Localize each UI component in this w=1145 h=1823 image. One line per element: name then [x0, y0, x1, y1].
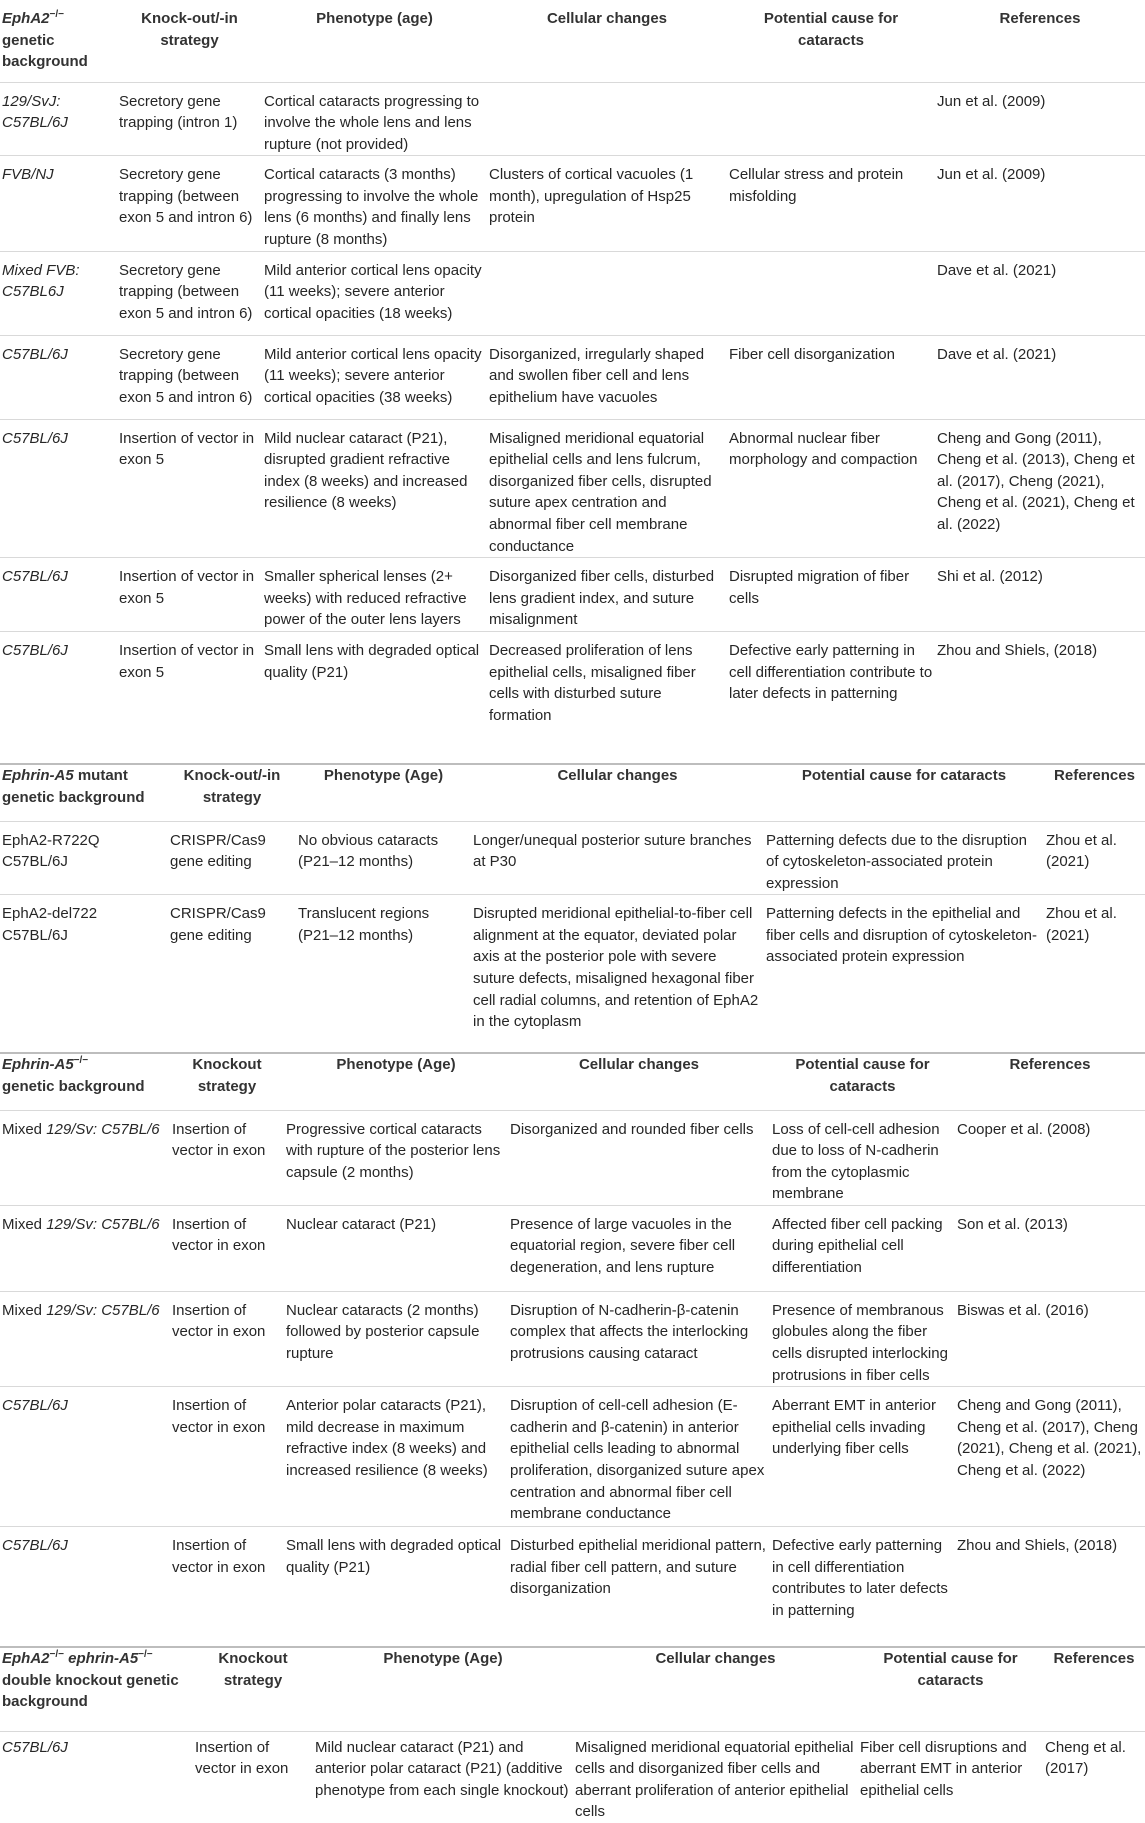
strain-name: C57BL/6J: [2, 1738, 68, 1756]
table-row: [0, 1731, 1145, 1823]
references-cell: Son et al. (2013): [957, 1215, 1068, 1233]
potential-cause-cell: Cellular stress and protein misfolding: [729, 166, 904, 205]
column-header-phenotype: Phenotype (age): [316, 10, 433, 27]
genetic-background-cell: [0, 1527, 170, 1622]
phenotype-cell: Translucent regions (P21–12 months): [298, 905, 430, 944]
section-divider: [0, 763, 1145, 765]
potential-cause-cell: Patterning defects in the epithelial and fiber cells and disruption of cytoskeleton-associated protein expression: [766, 905, 1037, 966]
cellular-changes-cell: [487, 251, 727, 335]
potential-cause-cell: Fiber cell disruptions and aberrant EMT in anterior epithelial cells: [860, 1738, 1027, 1799]
column-header-strategy: Knock-out/-in strategy: [141, 10, 238, 49]
genetic-background-cell: [0, 335, 117, 419]
table-row: [0, 632, 1145, 727]
strategy-cell: Secretory gene trapping (between exon 5 and intron 6): [119, 261, 253, 322]
cellular-changes-cell: Misaligned meridional equatorial epithelial cells and lens fulcrum, disorganized fiber cells, disrupted suture apex centration and abnormal fiber cell membrane conductance: [489, 429, 712, 555]
potential-cause-cell: Defective early patterning in cell differentiation contribute to later defects in patterning: [729, 642, 933, 703]
column-header-strategy: Knockout strategy: [218, 1650, 288, 1689]
cellular-changes-cell: Decreased proliferation of lens epithelial cells, misaligned fiber cells with disturbed suture formation: [489, 642, 696, 724]
cellular-changes-cell: Clusters of cortical vacuoles (1 month), upregulation of Hsp25 protein: [489, 166, 694, 227]
strategy-cell: CRISPR/Cas9 gene editing: [170, 905, 266, 944]
strain-name: C57BL/6J: [2, 568, 68, 586]
table-row: [0, 895, 1145, 1033]
potential-cause-cell: Loss of cell-cell adhesion due to loss of N-cadherin from the cytoplasmic membrane: [772, 1120, 940, 1203]
table-row: [0, 1205, 1145, 1291]
table-row: [0, 1110, 1145, 1205]
cellular-changes-cell: [487, 82, 727, 156]
strain-name: C57BL/6J: [2, 429, 68, 447]
phenotype-cell: Small lens with degraded optical quality (P21): [264, 642, 480, 681]
phenotype-cell: Progressive cortical cataracts with rupture of the posterior lens capsule (2 months): [286, 1120, 501, 1181]
potential-cause-cell: [727, 251, 935, 335]
strategy-cell: Insertion of vector in exon: [172, 1120, 266, 1160]
table-row: [0, 558, 1145, 632]
column-header-cellular-changes: Cellular changes: [578, 1056, 700, 1073]
phenotype-cell: Smaller spherical lenses (2+ weeks) with reduced refractive power of the outer lens layers: [264, 568, 467, 629]
strain-name: Mixed FVB: C57BL6J: [2, 261, 80, 301]
strain-name: EphA2-del722 C57BL/6J: [2, 905, 98, 944]
header-suffix: genetic background: [2, 1077, 145, 1095]
potential-cause-cell: Affected fiber cell packing during epithelial cell differentiation: [772, 1215, 943, 1277]
potential-cause-cell: Aberrant EMT in anterior epithelial cells invading underlying fiber cells: [772, 1397, 936, 1458]
cellular-changes-cell: Disruption of cell-cell adhesion (E-cadherin and β-catenin) in anterior epithelial cells leading to abnormal proliferation, disorganized suture apex centration and abnormal fiber cell membrane conductance: [510, 1397, 765, 1523]
section-divider: [0, 1646, 1145, 1648]
background-prefix: Mixed: [2, 1215, 47, 1233]
references-cell: Cheng and Gong (2011), Cheng et al. (2017), Cheng (2021), Cheng et al. (2021), Cheng et al. (2022): [957, 1397, 1142, 1480]
genetic-background-cell: [0, 558, 117, 632]
column-header-cellular-changes: Cellular changes: [546, 10, 668, 27]
section-divider: [0, 1052, 1145, 1054]
gene-name-2: ephrin-A5: [68, 1650, 139, 1667]
header-suffix: mutant genetic background: [2, 767, 145, 806]
phenotype-cell: Anterior polar cataracts (P21), mild decrease in maximum refractive index (8 weeks) and increased resilience (8 weeks): [286, 1397, 488, 1480]
gene-name: EphA2: [2, 10, 50, 27]
strategy-cell: Insertion of vector in exon: [172, 1301, 266, 1341]
background-prefix: Mixed: [2, 1301, 47, 1319]
table-header-row: [0, 765, 1145, 821]
strategy-cell: Insertion of vector in exon: [172, 1215, 266, 1255]
strain-name: 129/Sv: C57BL/6: [46, 1120, 160, 1138]
genetic-background-cell: [0, 821, 168, 895]
strain-name: C57BL/6J: [2, 345, 68, 363]
table-row: [0, 1291, 1145, 1386]
gene-name: Ephrin-A5: [2, 767, 74, 784]
table-row: [0, 335, 1145, 419]
column-header-strategy: Knock-out/-in strategy: [183, 767, 281, 806]
strain-name: 129/Sv: C57BL/6: [46, 1301, 160, 1319]
cellular-changes-cell: Disruption of N-cadherin-β-catenin complex that affects the interlocking protrusions causing cataract: [510, 1301, 749, 1363]
genetic-background-cell: [0, 82, 117, 156]
potential-cause-cell: Defective early patterning in cell differentiation contributes to later defects in patterning: [772, 1537, 948, 1620]
genotype-superscript: −/−: [73, 1055, 89, 1066]
potential-cause-cell: Presence of membranous globules along the fiber cells disrupted interlocking protrusions in fiber cells: [772, 1301, 948, 1384]
table-row: [0, 821, 1145, 895]
phenotype-cell: Nuclear cataracts (2 months) followed by posterior capsule rupture: [286, 1301, 480, 1363]
strategy-cell: Secretory gene trapping (intron 1): [119, 92, 238, 132]
strain-name: C57BL/6J: [2, 1397, 68, 1415]
column-header-references: References: [999, 10, 1081, 27]
potential-cause-cell: Fiber cell disorganization: [729, 345, 895, 363]
cellular-changes-cell: Presence of large vacuoles in the equatorial region, severe fiber cell degeneration, and lens rupture: [510, 1215, 736, 1277]
table-row: [0, 156, 1145, 251]
header-suffix: genetic background: [2, 31, 88, 71]
strategy-cell: Insertion of vector in exon: [172, 1537, 266, 1576]
background-prefix: Mixed: [2, 1120, 47, 1138]
column-header-genetic-background: [0, 8, 117, 82]
genotype-superscript: −/−: [49, 1649, 64, 1660]
cellular-changes-cell: Disorganized fiber cells, disturbed lens gradient index, and suture misalignment: [489, 568, 715, 629]
column-header-references: References: [1054, 767, 1135, 784]
references-cell: Biswas et al. (2016): [957, 1301, 1089, 1319]
references-cell: Zhou and Shiels, (2018): [937, 642, 1098, 659]
table-row: [0, 82, 1145, 156]
strain-name: EphA2-R722Q C57BL/6J: [2, 831, 100, 871]
references-cell: Cheng and Gong (2011), Cheng et al. (2013), Cheng et al. (2017), Cheng (2021), Cheng et al. (2021), Cheng et al. (2022): [937, 429, 1135, 534]
strain-name: 129/SvJ: C57BL/6J: [2, 92, 68, 132]
cellular-changes-cell: Disorganized and rounded fiber cells: [510, 1120, 754, 1138]
strain-name: 129/Sv: C57BL/6: [46, 1215, 160, 1233]
references-cell: Shi et al. (2012): [937, 568, 1043, 586]
references-cell: Dave et al. (2021): [937, 261, 1057, 279]
column-header-phenotype: Phenotype (Age): [323, 767, 444, 784]
table-row: [0, 419, 1145, 558]
cellular-changes-cell: Longer/unequal posterior suture branches at P30: [473, 831, 752, 871]
column-header-strategy: Knockout strategy: [192, 1056, 262, 1095]
strategy-cell: Insertion of vector in exon: [195, 1738, 289, 1778]
gene-name: Ephrin-A5: [2, 1056, 74, 1073]
ephrin-a5-mutant-table: [0, 765, 1145, 1033]
references-cell: Zhou et al. (2021): [1046, 905, 1117, 944]
phenotype-cell: Mild anterior cortical lens opacity (11 weeks); severe anterior cortical opacities (38 weeks): [264, 345, 482, 406]
genetic-background-cell: [0, 419, 117, 558]
column-header-genetic-background: [0, 765, 168, 821]
column-header-cellular-changes: Cellular changes: [655, 1650, 776, 1667]
phenotype-cell: Mild anterior cortical lens opacity (11 weeks); severe anterior cortical opacities (18 weeks): [264, 261, 482, 322]
genetic-background-cell: [0, 251, 117, 335]
strategy-cell: Insertion of vector in exon 5: [119, 642, 255, 681]
strategy-cell: Insertion of vector in exon 5: [119, 568, 255, 607]
genotype-superscript: −/−: [49, 9, 64, 20]
references-cell: Dave et al. (2021): [937, 345, 1057, 363]
column-header-references: References: [1009, 1056, 1091, 1073]
phenotype-cell: Cortical cataracts (3 months) progressing to involve the whole lens (6 months) and finally lens rupture (8 months): [264, 166, 479, 249]
references-cell: Cheng et al. (2017): [1045, 1738, 1126, 1778]
phenotype-cell: Cortical cataracts progressing to involve the whole lens and lens rupture (not provided): [264, 92, 480, 153]
potential-cause-cell: Patterning defects due to the disruption of cytoskeleton-associated protein expression: [766, 831, 1028, 892]
column-header-genetic-background: [0, 1054, 170, 1110]
strategy-cell: CRISPR/Cas9 gene editing: [170, 831, 266, 871]
column-header-genetic-background: [0, 1648, 193, 1731]
references-cell: Zhou et al. (2021): [1046, 831, 1117, 871]
table-row: [0, 1527, 1145, 1622]
phenotype-cell: Mild nuclear cataract (P21) and anterior polar cataract (P21) (additive phenotype from each single knockout): [315, 1738, 569, 1799]
phenotype-cell: Nuclear cataract (P21): [286, 1215, 437, 1233]
cellular-changes-cell: Misaligned meridional equatorial epithelial cells and disorganized fiber cells and aberrant proliferation of anterior epithelial cells: [575, 1738, 854, 1821]
column-header-cellular-changes: Cellular changes: [557, 767, 678, 784]
column-header-phenotype: Phenotype (Age): [336, 1056, 456, 1073]
genotype-superscript-2: −/−: [138, 1649, 153, 1660]
column-header-potential-cause: Potential cause for cataracts: [763, 10, 899, 49]
column-header-potential-cause: Potential cause for cataracts: [883, 1650, 1018, 1689]
strategy-cell: Insertion of vector in exon: [172, 1397, 266, 1436]
strategy-cell: Insertion of vector in exon 5: [119, 429, 255, 469]
column-header-references: References: [1053, 1650, 1135, 1667]
genetic-background-cell: [0, 1205, 170, 1291]
phenotype-cell: Small lens with degraded optical quality (P21): [286, 1537, 502, 1576]
strain-name: C57BL/6J: [2, 1537, 68, 1555]
phenotype-cell: Mild nuclear cataract (P21), disrupted gradient refractive index (8 weeks) and increased resilience (8 weeks): [264, 429, 468, 512]
strain-name: FVB/NJ: [2, 166, 54, 184]
strain-name: C57BL/6J: [2, 642, 68, 659]
genetic-background-cell: [0, 1110, 170, 1205]
table-header-row: [0, 1648, 1145, 1731]
cellular-changes-cell: Disturbed epithelial meridional pattern, radial fiber cell pattern, and suture disorganization: [510, 1537, 766, 1598]
strategy-cell: Secretory gene trapping (between exon 5 and intron 6): [119, 166, 253, 227]
references-cell: Zhou and Shiels, (2018): [957, 1537, 1118, 1555]
genetic-background-cell: [0, 632, 117, 727]
table-header-row: [0, 8, 1145, 82]
cellular-changes-cell: Disorganized, irregularly shaped and swollen fiber cell and lens epithelium have vacuoles: [489, 345, 705, 406]
table-row: [0, 251, 1145, 335]
table-header-row: [0, 1054, 1145, 1110]
column-header-phenotype: Phenotype (Age): [383, 1650, 503, 1667]
potential-cause-cell: Disrupted migration of fiber cells: [729, 568, 910, 607]
references-cell: Jun et al. (2009): [937, 166, 1046, 184]
ephrin-a5-knockout-table: [0, 1054, 1145, 1622]
phenotype-cell: No obvious cataracts (P21–12 months): [298, 831, 439, 871]
genetic-background-cell: [0, 1291, 170, 1386]
potential-cause-cell: Abnormal nuclear fiber morphology and compaction: [729, 429, 918, 469]
genetic-background-cell: [0, 1387, 170, 1527]
genetic-background-cell: [0, 156, 117, 251]
genetic-background-cell: [0, 1731, 193, 1823]
header-suffix: double knockout genetic background: [2, 1671, 179, 1711]
gene-name: EphA2: [2, 1650, 50, 1667]
genetic-background-cell: [0, 895, 168, 1033]
references-cell: Jun et al. (2009): [937, 92, 1046, 110]
epha2-knockout-table: [0, 8, 1145, 726]
table-row: [0, 1387, 1145, 1527]
cellular-changes-cell: Disrupted meridional epithelial-to-fiber cell alignment at the equator, deviated polar axis at the posterior pole with severe suture defects, misaligned hexagonal fiber cell radial columns, and retention of EphA2 in the cytoplasm: [473, 905, 759, 1031]
column-header-potential-cause: Potential cause for cataracts: [795, 1056, 930, 1095]
potential-cause-cell: [727, 82, 935, 156]
references-cell: Cooper et al. (2008): [957, 1120, 1091, 1138]
double-knockout-table: [0, 1648, 1145, 1823]
strategy-cell: Secretory gene trapping (between exon 5 and intron 6): [119, 345, 253, 406]
column-header-potential-cause: Potential cause for cataracts: [801, 767, 1007, 784]
